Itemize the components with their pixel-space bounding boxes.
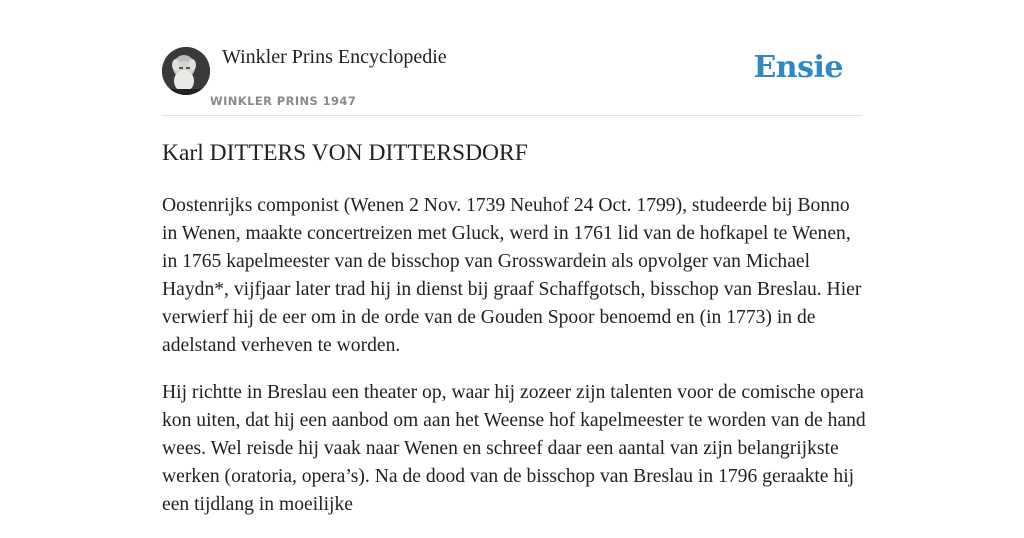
page (162, 0, 866, 515)
article-paragraph-1: Oostenrijks componist (Wenen 2 Nov. 1739 Neuhof 24 Oct. 1799), studeerde bij Bonno in Wenen, maakte concertreizen met Gluck, werd in 1761 lid van de hofkapel te Wenen, in 1765 kapelmeester van de bisschop van Grosswardein als opvolger van Michael Haydn*, vijfjaar later trad hij in dienst bij graaf Schaffgotsch, bisschop van Breslau. Hier verwierf hij de eer om in de orde van de Gouden Spoor benoemd en (in 1773) in de adelstand verheven te worden. (162, 195, 862, 356)
article-paragraph-2: Hij richtte in Breslau een theater op, waar hij zozeer zijn talenten voor de comische opera kon uiten, dat hij een aanbod om aan het Weense hof kapelmeester te worden van de hand wees. Wel reisde hij vaak naar Wenen en schreef daar een aantal van zijn belangrijkste werken (oratoria, opera’s). Na de dood van de bisschop van Breslau in 1796 geraakte hij een tijdlang in moeilijke (162, 382, 866, 515)
source-subtitle[interactable]: WINKLER PRINS 1947 (210, 94, 357, 108)
ensie-logo[interactable]: Ensie (753, 50, 843, 85)
portrait-avatar-icon[interactable] (162, 47, 210, 95)
source-title[interactable]: Winkler Prins Encyclopedie (222, 46, 447, 68)
article-body (162, 192, 867, 538)
header (162, 0, 862, 116)
article-title: Karl DITTERS VON DITTERSDORF (162, 140, 528, 166)
